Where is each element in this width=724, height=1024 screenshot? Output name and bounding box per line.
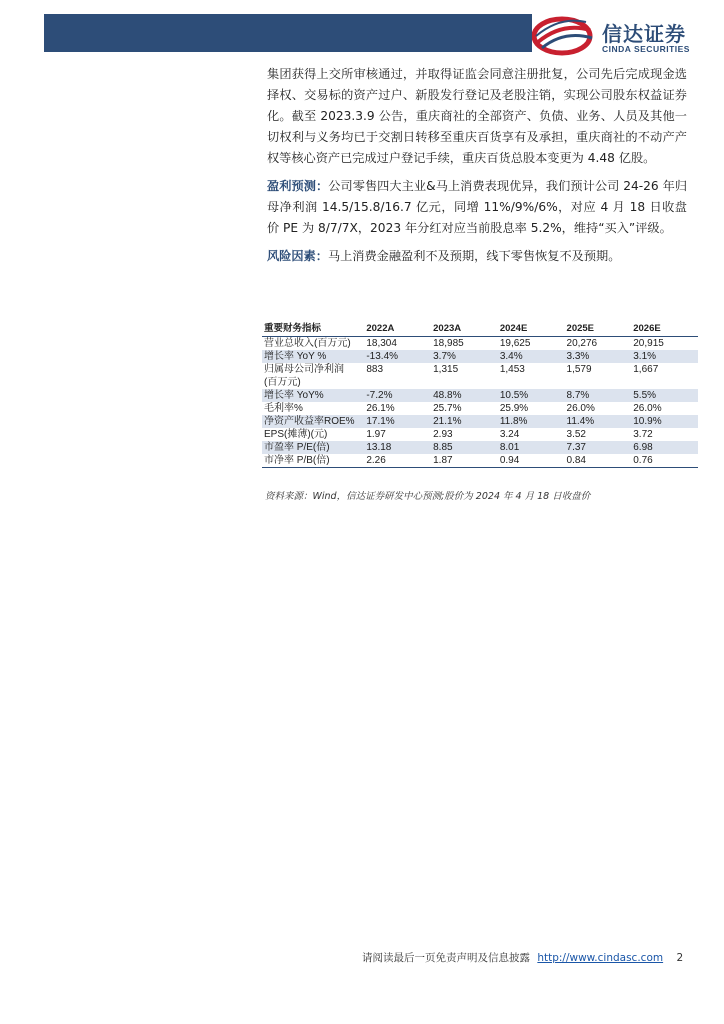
table-cell: 市净率 P/B(倍) xyxy=(262,454,364,468)
table-row xyxy=(262,428,698,441)
table-cell: 市盈率 P/E(倍) xyxy=(262,441,364,454)
table-cell: 18,985 xyxy=(433,338,464,349)
table-cell: 26.1% xyxy=(366,403,395,414)
table-cell: (百万元) xyxy=(264,377,301,388)
table-cell: 3.7% xyxy=(431,350,498,363)
table-cell: 25.7% xyxy=(433,403,462,414)
footer-disclaimer: 请阅读最后一页免责声明及信息披露 xyxy=(362,952,530,964)
table-cell: 增长率 YoY% xyxy=(262,389,364,402)
brand-name-cn: 信达证券 xyxy=(602,22,686,46)
table-cell: 3.1% xyxy=(631,350,698,363)
paragraph-risk-factors xyxy=(267,246,687,267)
table-header-row xyxy=(262,321,698,337)
table-cell: 10.5% xyxy=(498,389,565,402)
table-cell: -7.2% xyxy=(364,389,431,402)
table-cell xyxy=(364,376,431,389)
table-cell: 6.98 xyxy=(631,441,698,454)
table-cell: 2.26 xyxy=(364,454,431,468)
table-cell: 19,625 xyxy=(499,338,531,349)
table-cell: 21.1% xyxy=(431,415,498,428)
table-cell: 1,315 xyxy=(433,364,459,375)
table-cell: 1,667 xyxy=(633,364,659,375)
risk-factors-text: 马上消费金融盈利不及预期，线下零售恢复不及预期。 xyxy=(327,249,621,263)
table-cell: 20,276 xyxy=(566,338,598,349)
table-header-cell: 2022A xyxy=(364,321,431,337)
table-cell: 7.37 xyxy=(565,441,632,454)
table-header-cell: 2023A xyxy=(431,321,498,337)
table-cell: 5.5% xyxy=(631,389,698,402)
earnings-forecast-text: 公司零售四大主业&马上消费表现优异，我们预计公司 24-26 年归母净利润 14.5/15.8/16.7 亿元，同增 11%/9%/6%，对应 4 月 18 日收盘价 PE 为 8/7/7X，2023 年分红对应当前股息率 5.2%，维持“买入”评级。 xyxy=(267,179,688,235)
brand-name-en: CINDA SECURITIES xyxy=(602,44,690,54)
table-row xyxy=(262,337,698,351)
cinda-logo xyxy=(532,14,712,58)
table-cell xyxy=(498,376,565,389)
header-bar xyxy=(44,14,532,52)
financial-metrics-table xyxy=(262,321,698,468)
table-cell: 3.52 xyxy=(566,429,586,440)
table-cell: 0.84 xyxy=(565,454,632,468)
table-cell: 3.3% xyxy=(565,350,632,363)
body-text xyxy=(267,64,687,267)
risk-factors-label: 风险因素： xyxy=(267,249,328,263)
table-cell xyxy=(431,376,498,389)
page-footer xyxy=(362,950,683,965)
table-cell: 8.7% xyxy=(565,389,632,402)
table-cell: 1,579 xyxy=(566,364,592,375)
table-cell: 归属母公司净利润 xyxy=(264,364,344,375)
table-cell: 营业总收入(百万元) xyxy=(264,338,351,349)
table-cell: 20,915 xyxy=(633,338,664,349)
table-cell: 0.94 xyxy=(498,454,565,468)
table-cell: 1.87 xyxy=(431,454,498,468)
table-cell xyxy=(631,376,698,389)
table-cell: 2.93 xyxy=(433,429,453,440)
table-row xyxy=(262,402,698,415)
earnings-forecast-label: 盈利预测： xyxy=(267,179,329,193)
table-row xyxy=(262,441,698,454)
table-cell: 26.0% xyxy=(633,403,662,414)
table-cell: 3.72 xyxy=(633,429,653,440)
table-cell: 3.4% xyxy=(498,350,565,363)
table-cell: 11.4% xyxy=(565,415,632,428)
table-source-note: 资料来源：Wind，信达证券研发中心预测;股价为 2024 年 4 月 18 日收盘价 xyxy=(265,491,591,502)
table-cell: 8.01 xyxy=(498,441,565,454)
table-cell: 毛利率% xyxy=(264,403,303,414)
table-row xyxy=(262,350,698,363)
table-cell: 8.85 xyxy=(431,441,498,454)
table-header-cell: 2024E xyxy=(498,321,565,337)
table-cell: 1.97 xyxy=(366,429,386,440)
table-header-cell: 2025E xyxy=(565,321,632,337)
table-cell: 净资产收益率ROE% xyxy=(262,415,364,428)
table-cell: 1,453 xyxy=(499,364,525,375)
footer-website-link[interactable]: http://www.cindasc.com xyxy=(537,952,664,964)
table-cell: 48.8% xyxy=(431,389,498,402)
table-cell: 17.1% xyxy=(364,415,431,428)
table-cell: 25.9% xyxy=(499,403,529,414)
table-header-cell: 2026E xyxy=(631,321,698,337)
table-cell: 13.18 xyxy=(364,441,431,454)
table-cell xyxy=(565,376,632,389)
table-row xyxy=(262,363,698,376)
table-header-cell: 重要财务指标 xyxy=(262,321,364,337)
table-cell: 0.76 xyxy=(631,454,698,468)
table-cell: 18,304 xyxy=(366,338,397,349)
table-cell: -13.4% xyxy=(364,350,431,363)
table-row xyxy=(262,389,698,402)
table-cell: 26.0% xyxy=(566,403,595,414)
table-cell: 3.24 xyxy=(499,429,520,440)
table-cell: 883 xyxy=(366,364,384,375)
paragraph-restructure: 集团获得上交所审核通过，并取得证监会同意注册批复，公司先后完成现金选择权、交易标的资产过户、新股发行登记及老股注销，实现公司股东权益证券化。截至 2023.3.9 公告，重庆商社的全部资产、负债、业务、人员及其他一切权利与义务均已于交割日转移至重庆百货享有及承担，重庆商社的不动产产权等核心资产已完成过户登记手续，重庆百货总股本变更为 4.48 亿股。 xyxy=(267,67,687,165)
cinda-logo-icon xyxy=(532,16,596,56)
table-cell: 10.9% xyxy=(631,415,698,428)
table-row xyxy=(262,376,698,389)
table-cell: EPS(摊薄)(元) xyxy=(264,429,328,440)
table-row xyxy=(262,454,698,468)
table-cell: 增长率 YoY % xyxy=(262,350,364,363)
paragraph-earnings-forecast xyxy=(267,176,687,239)
table-row xyxy=(262,415,698,428)
table-cell: 11.8% xyxy=(498,415,565,428)
page-number: 2 xyxy=(676,952,684,964)
